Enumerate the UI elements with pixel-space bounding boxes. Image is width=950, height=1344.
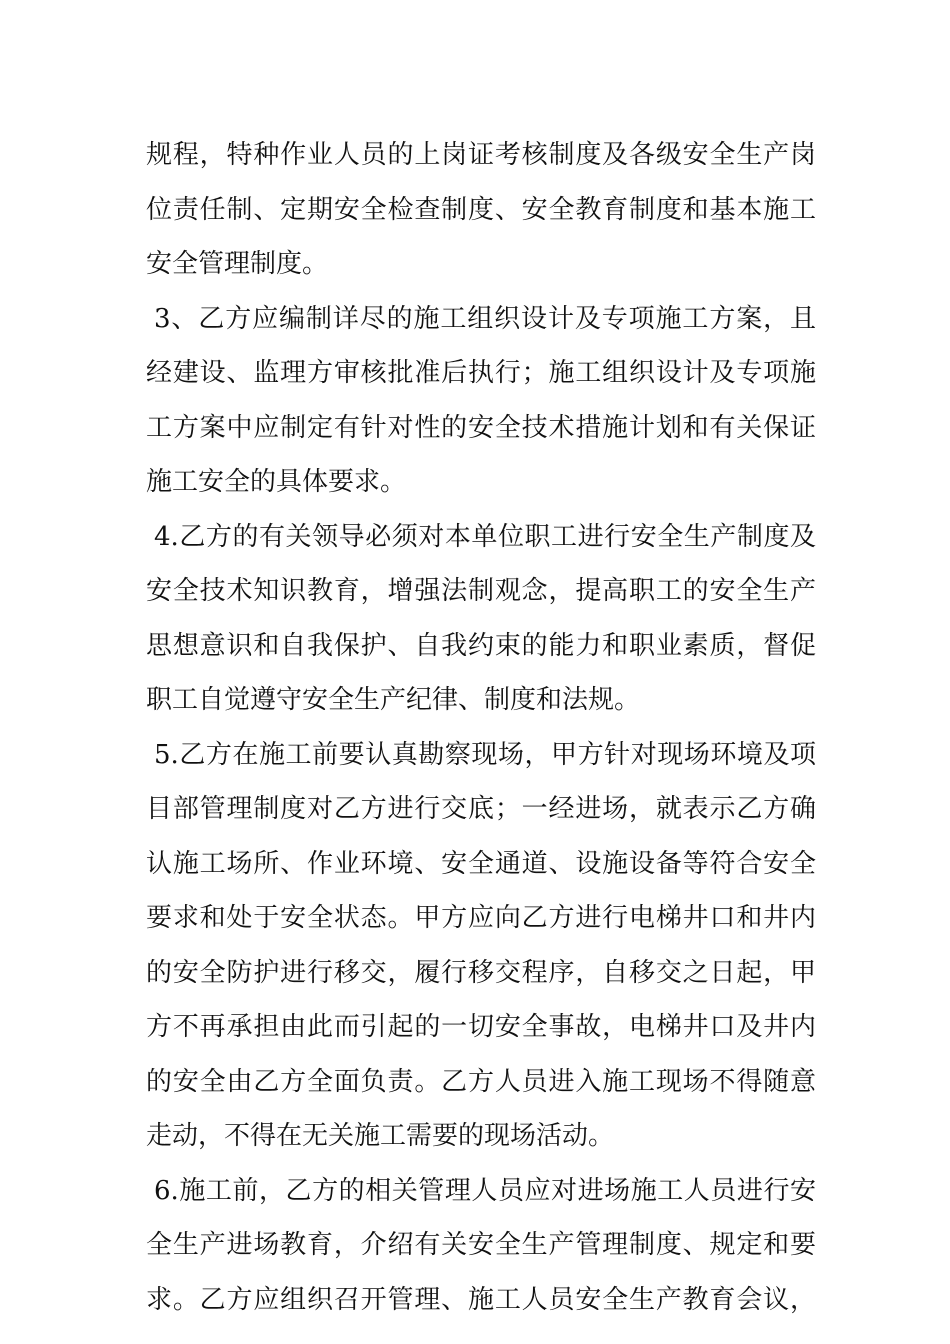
text-line: 4.乙方的有关领导必须对本单位职工进行安全生产制度及 [154, 521, 816, 552]
text-line: 安全管理制度。 [146, 249, 329, 279]
text-line: 3、乙方应编制详尽的施工组织设计及专项施工方案，且 [154, 303, 816, 334]
text-line: 思想意识和自我保护、自我约束的能力和职业素质，督促 [146, 630, 816, 661]
text-line: 方不再承担由此而引起的一切安全事故，电梯井口及井内 [146, 1012, 816, 1042]
document-body [146, 128, 816, 1327]
text-line: 走动，不得在无关施工需要的现场活动。 [146, 1121, 615, 1151]
text-line: 施工安全的具体要求。 [146, 467, 407, 497]
text-line: 求。乙方应组织召开管理、施工人员安全生产教育会议， [146, 1284, 816, 1315]
text-line: 位责任制、定期安全检查制度、安全教育制度和基本施工 [146, 194, 816, 225]
text-line: 规程，特种作业人员的上岗证考核制度及各级安全生产岗 [146, 140, 816, 170]
text-line: 要求和处于安全状态。甲方应向乙方进行电梯井口和井内 [146, 903, 816, 933]
text-line: 全生产进场教育，介绍有关安全生产管理制度、规定和要 [146, 1230, 816, 1260]
text-line: 目部管理制度对乙方进行交底；一经进场，就表示乙方确 [146, 794, 816, 824]
text-line: 的安全防护进行移交，履行移交程序，自移交之日起，甲 [146, 957, 816, 988]
text-line: 认施工场所、作业环境、安全通道、设施设备等符合安全 [146, 848, 816, 879]
text-line: 职工自觉遵守安全生产纪律、制度和法规。 [146, 685, 641, 715]
text-line: 安全技术知识教育，增强法制观念，提高职工的安全生产 [146, 576, 816, 606]
text-line: 5.乙方在施工前要认真勘察现场，甲方针对现场环境及项 [154, 739, 816, 770]
text-line: 的安全由乙方全面负责。乙方人员进入施工现场不得随意 [146, 1066, 816, 1097]
text-line: 6.施工前，乙方的相关管理人员应对进场施工人员进行安 [154, 1175, 816, 1206]
text-line: 经建设、监理方审核批准后执行；施工组织设计及专项施 [146, 358, 816, 388]
text-line: 工方案中应制定有针对性的安全技术措施计划和有关保证 [146, 412, 816, 443]
